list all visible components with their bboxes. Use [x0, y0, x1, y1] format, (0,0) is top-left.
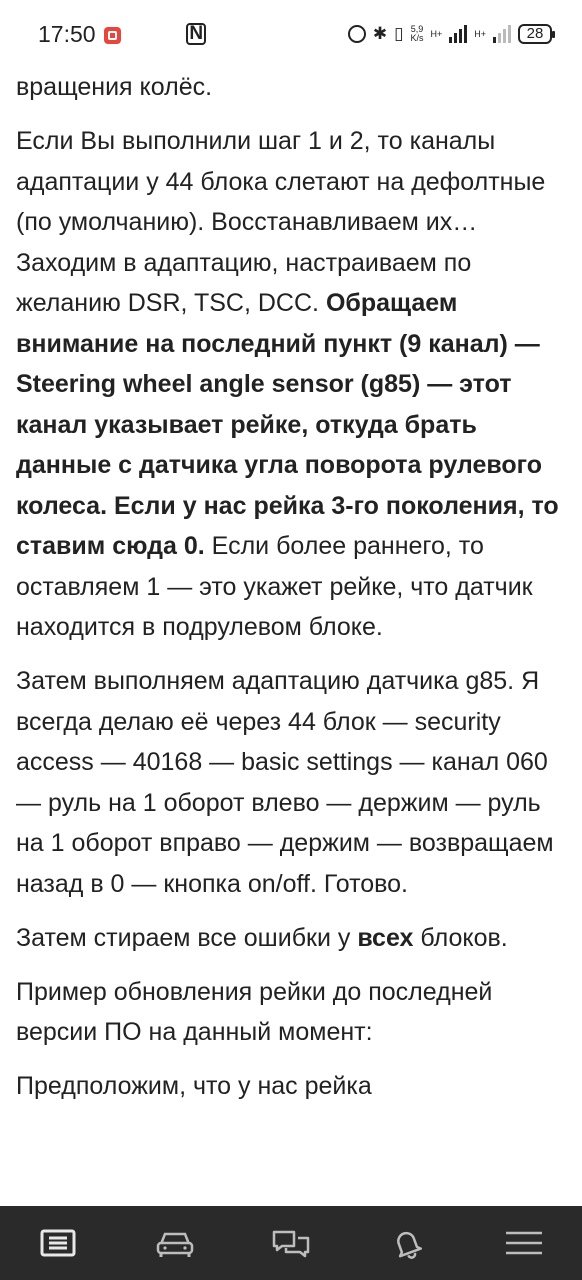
signal-icon: [449, 25, 467, 43]
nav-menu-button[interactable]: [494, 1218, 554, 1268]
paragraph-text: Затем стираем все ошибки у: [16, 923, 358, 952]
vibrate-icon: ▯: [394, 24, 404, 43]
paragraph-text: блоков.: [413, 923, 508, 952]
bold-text: всех: [357, 923, 414, 952]
menu-icon: [504, 1229, 544, 1257]
bell-icon: [390, 1226, 424, 1260]
paragraph: [16, 918, 566, 959]
feed-icon: [39, 1228, 77, 1258]
nav-garage-button[interactable]: [145, 1218, 205, 1268]
alarm-icon: [348, 25, 366, 43]
status-bar: [0, 0, 582, 68]
status-time: 17:50: [38, 20, 96, 47]
bold-text: Обращаем внимание на последний пункт (9 канал) — Steering wheel angle sensor (g85) — этот канал указывает рейке, откуда брать данные с датчика угла поворота рулевого колеса. Если у нас рейка 3-го поколения, то ставим сюда 0.: [16, 289, 559, 560]
net-speed-value: 5,9: [410, 24, 424, 34]
nfc-icon: N: [186, 23, 206, 45]
signal-weak-icon: [493, 25, 511, 43]
app-notification-icon: [104, 27, 121, 44]
paragraph: [16, 121, 566, 648]
paragraph-text: Если Вы выполнили шаг 1 и 2, то каналы адаптации у 44 блока слетают на дефолтные (по умолчанию). Восстанавливаем их… Заходим в адаптацию, настраиваем по желанию DSR, TSC, DCC.: [16, 127, 546, 317]
net-speed-unit: K/s: [410, 33, 424, 43]
sim1-network-type: H+: [430, 28, 443, 39]
bluetooth-icon: ✱: [372, 24, 388, 43]
net-speed: [410, 25, 423, 43]
article-body: [16, 68, 566, 1120]
sim2-network-type: H+: [474, 28, 486, 39]
bottom-nav: [0, 1206, 582, 1280]
paragraph-text: Если более раннего, то оставляем 1 — это укажет рейке, что датчик находится в подрулевом блоке.: [16, 532, 533, 641]
chat-icon: [270, 1227, 312, 1259]
paragraph: Затем выполняем адаптацию датчика g85. Я всегда делаю её через 44 блок — security access — 40168 — basic settings — канал 060 — руль на 1 оборот влево — держим — руль на 1 оборот вправо — держим — возвращаем назад в 0 — кнопка on/off. Готово.: [16, 667, 554, 898]
paragraph: Пример обновления рейки до последней версии ПО на данный момент:: [16, 977, 493, 1046]
paragraph: Предположим, что у нас рейка: [16, 1072, 372, 1100]
nav-notifications-button[interactable]: [377, 1218, 437, 1268]
car-icon: [155, 1228, 195, 1258]
paragraph: вращения колёс.: [16, 73, 213, 101]
battery-icon: 28: [518, 24, 552, 44]
status-icons: [348, 24, 552, 44]
nav-feed-button[interactable]: [28, 1218, 88, 1268]
nav-messages-button[interactable]: [261, 1218, 321, 1268]
